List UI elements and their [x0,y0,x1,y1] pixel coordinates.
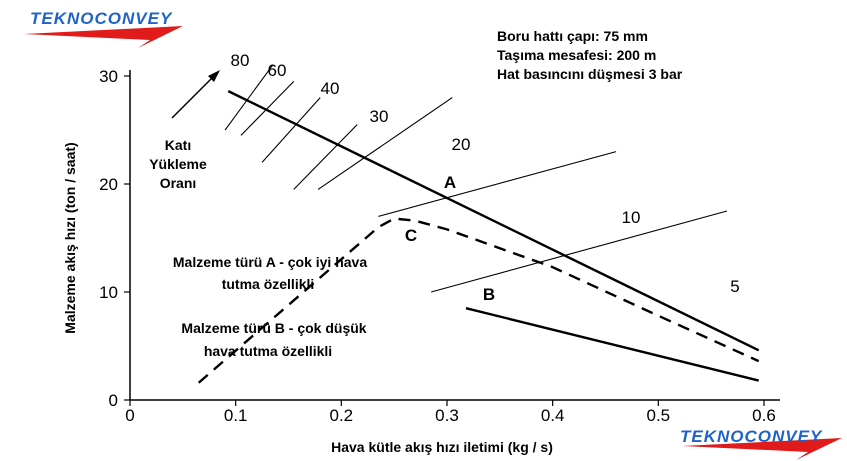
x-tick-label: 0.3 [435,406,459,425]
material-b-description-1: Malzeme türü B - çok düşük [181,320,367,336]
ratio-line-40 [262,98,320,163]
ratio-line-80 [225,65,273,130]
ratio-label-80: 80 [230,51,250,70]
x-tick-label: 0 [125,406,135,425]
series-label-B: B [482,285,496,304]
x-tick-label: 0.6 [752,406,776,425]
note-conveying-distance: Taşıma mesafesi: 200 m [497,47,657,63]
material-a-description-1: Malzeme türü A - çok iyi hava [172,254,368,270]
material-b-description-2: hava tutma özellikli [203,343,333,359]
ratio-line-10 [378,152,616,217]
top-brand-swoosh [24,26,183,48]
ratio-label-20: 20 [451,135,471,154]
x-tick-label: 0.2 [329,406,354,425]
ratio-label-60: 60 [267,61,287,80]
top-brand-text: TEKNOCONVEY [30,9,173,28]
ratio-label-10: 10 [621,208,641,227]
series-label-C: C [404,226,418,245]
bottom-brand-logo [680,427,842,460]
ratio-label-40: 40 [320,79,340,98]
x-tick-label: 0.1 [223,406,248,425]
series-line-B [466,308,759,380]
ratio-line-30 [294,125,357,190]
x-axis-title: Hava kütle akış hızı iletimi (kg / s) [331,439,553,455]
y-axis-title: Malzeme akış hızı (ton / saat) [62,142,78,334]
ratio-line-60 [241,81,294,135]
x-tick-label: 0.4 [540,406,565,425]
y-tick-label: 30 [99,67,118,86]
ratio-label-5: 5 [730,277,740,296]
y-tick-label: 0 [108,391,118,410]
y-tick-label: 20 [99,175,118,194]
series-label-A: A [443,173,457,192]
note-pipeline-diameter: Boru hattı çapı: 75 mm [497,28,648,44]
material-a-description-2: tutma özellikli [221,276,315,292]
top-brand-logo [24,9,183,48]
y-tick-label: 10 [99,283,118,302]
solids-loading-label-3: Oranı [159,175,197,191]
solids-loading-label-1: Katı [164,137,192,153]
solids-loading-arrow-shaft [172,78,212,118]
bottom-brand-text: TEKNOCONVEY [680,427,823,446]
x-tick-label: 0.5 [646,406,671,425]
note-pressure-drop: Hat basıncını düşmesi 3 bar [497,66,683,82]
ratio-label-30: 30 [369,107,389,126]
solids-loading-label-2: Yükleme [149,156,207,172]
series-line-A [228,91,758,350]
